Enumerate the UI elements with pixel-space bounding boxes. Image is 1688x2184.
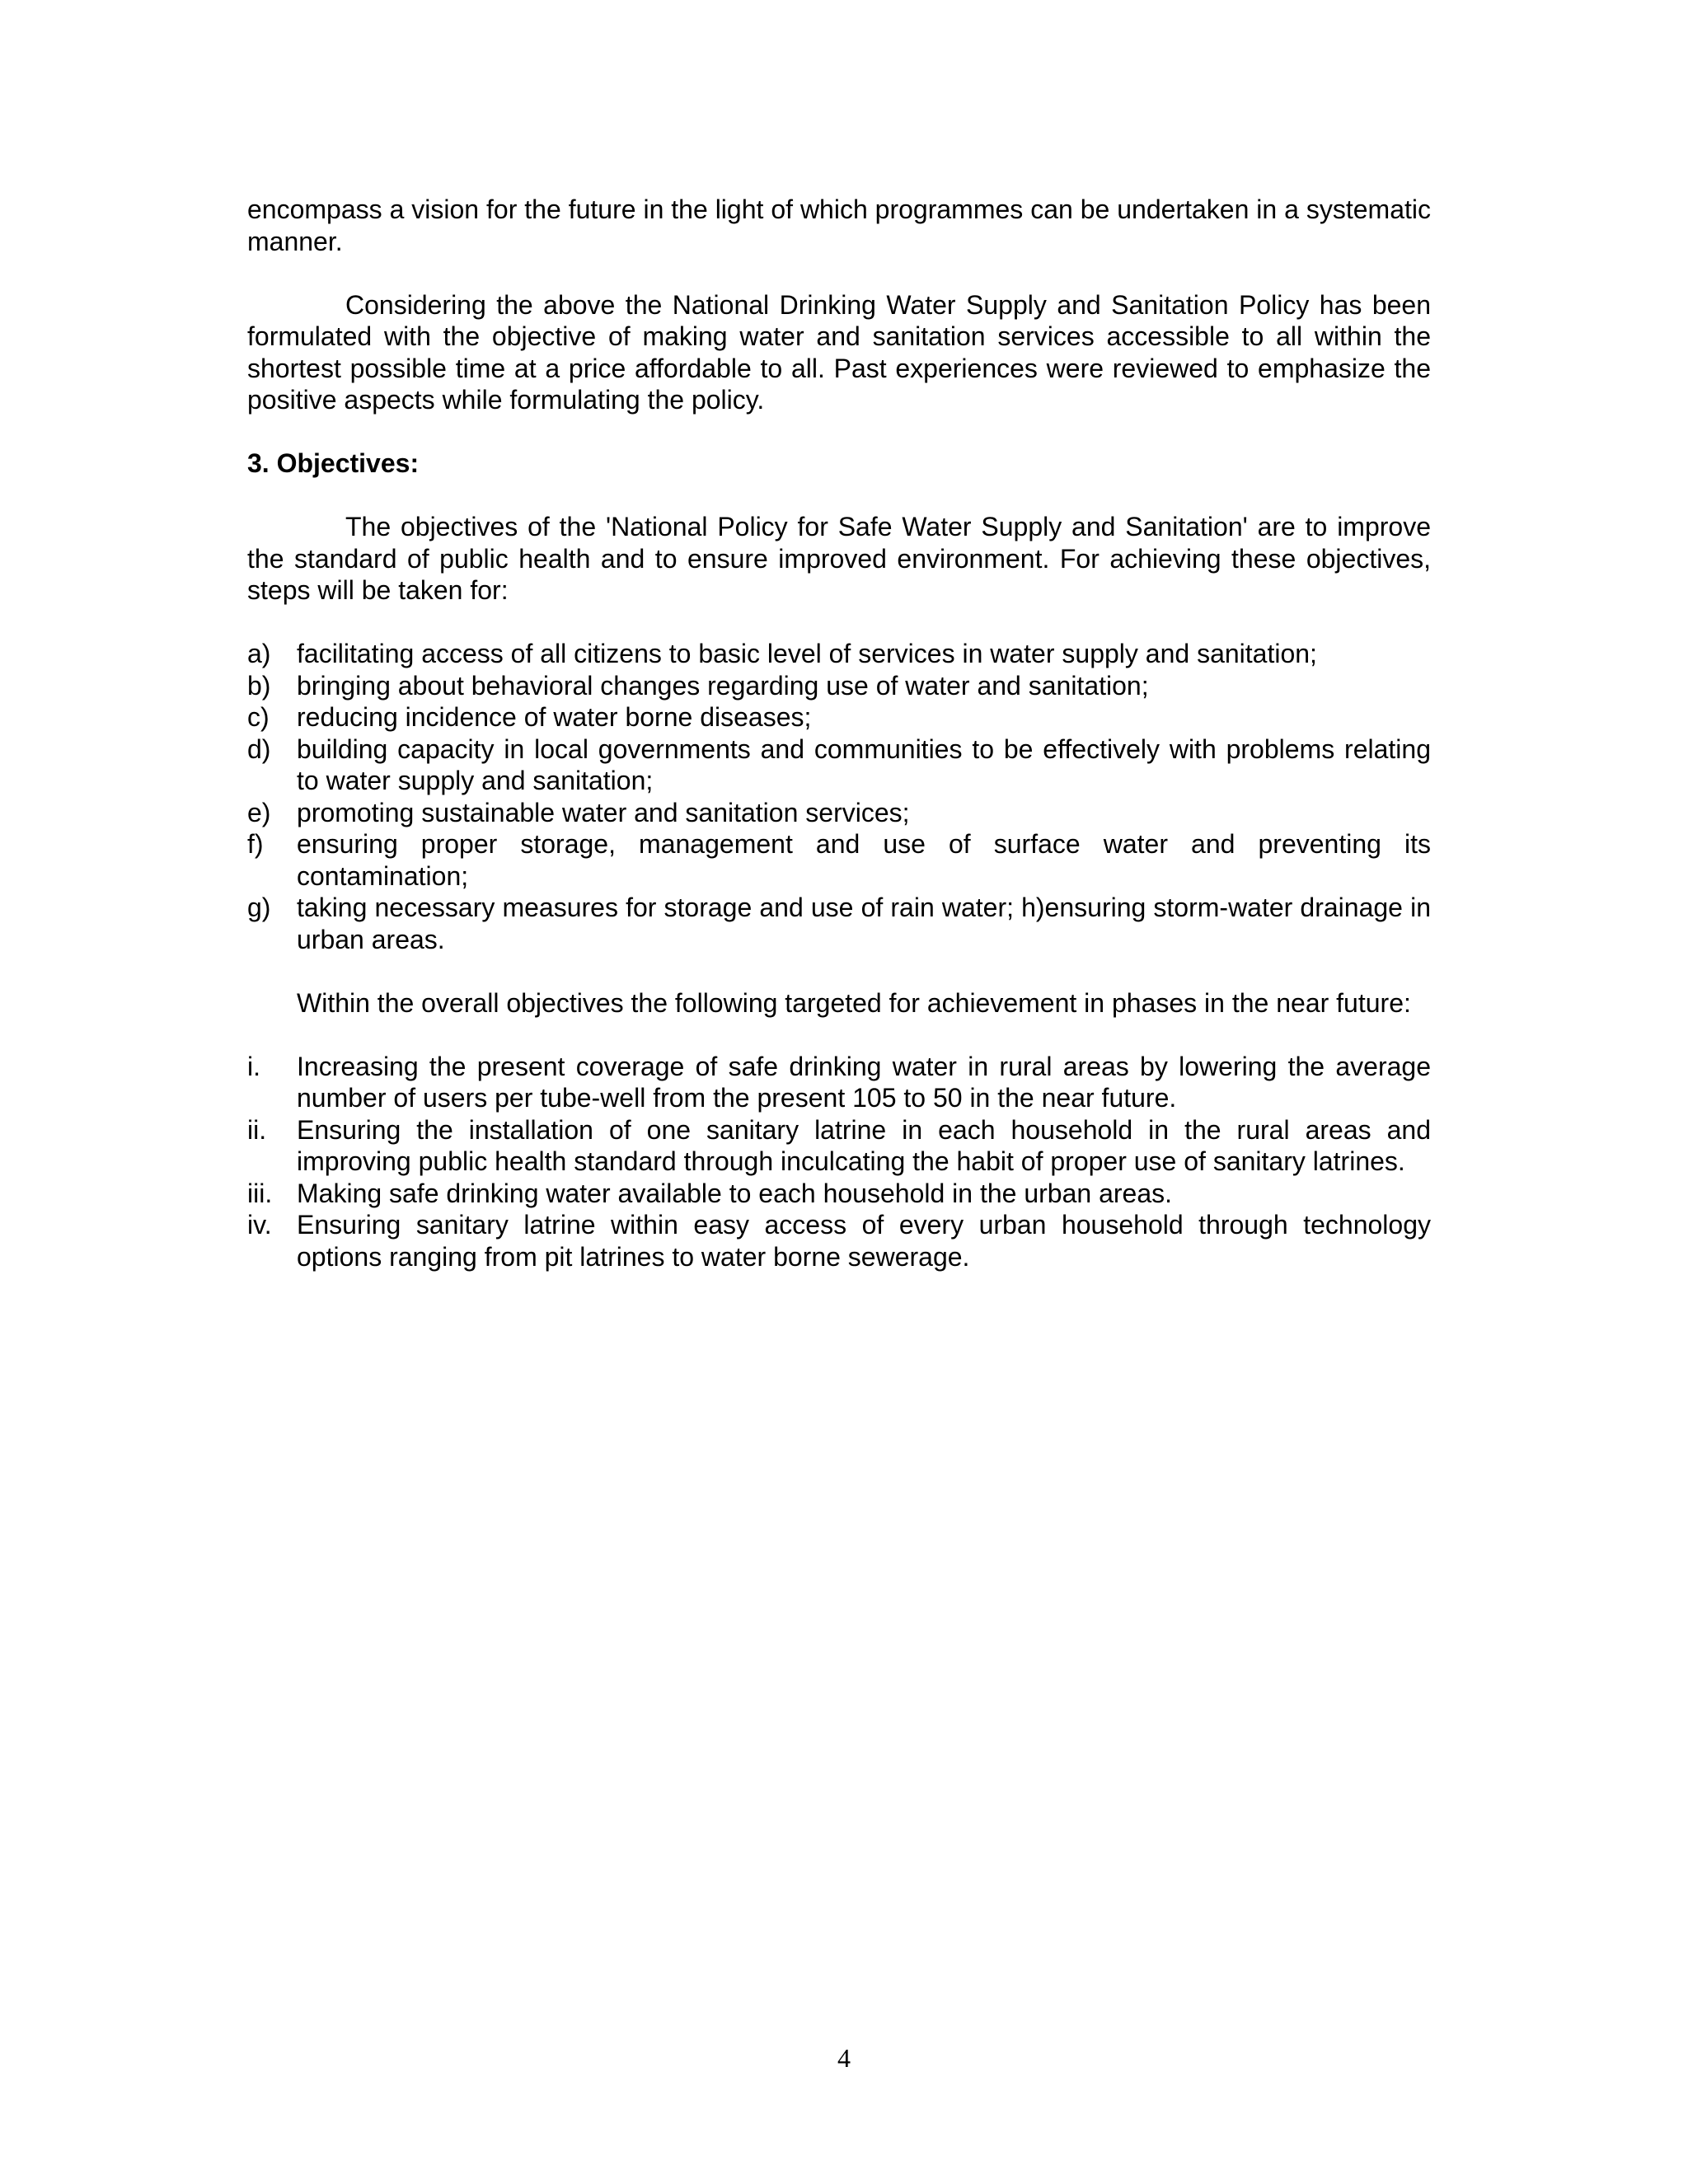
- document-page: [247, 194, 1431, 1272]
- list-marker: iii.: [247, 1178, 273, 1208]
- list-item: [247, 670, 1431, 702]
- list-item: [247, 828, 1431, 892]
- paragraph-spacer: [247, 607, 1431, 639]
- list-marker: iv.: [247, 1210, 272, 1240]
- list-marker: e): [247, 797, 271, 827]
- page-number: 4: [837, 2043, 851, 2073]
- list-marker: d): [247, 733, 271, 764]
- list-marker: i.: [247, 1051, 260, 1081]
- paragraph-vision: encompass a vision for the future in the light of which programmes can be undertaken in a systematic manner.: [247, 194, 1431, 256]
- list-item: [247, 1051, 1431, 1114]
- list-item-text: bringing about behavioral changes regarding use of water and sanitation;: [297, 670, 1149, 701]
- list-item-text: taking necessary measures for storage and use of rain water; h)ensuring storm-water drainage in urban areas.: [297, 893, 1431, 954]
- list-item-text: Ensuring sanitary latrine within easy access of every urban household through technology options ranging from pit latrines to water borne sewerage.: [297, 1210, 1431, 1272]
- list-item: [247, 1114, 1431, 1178]
- list-item-text: reducing incidence of water borne diseases;: [297, 702, 812, 732]
- list-item-text: facilitating access of all citizens to basic level of services in water supply and sanitation;: [297, 639, 1317, 668]
- paragraph-spacer: [247, 257, 1431, 289]
- list-item: [247, 797, 1431, 829]
- paragraph-targets-intro: Within the overall objectives the following targeted for achievement in phases in the near future:: [297, 987, 1411, 1018]
- paragraph-objectives-intro: The objectives of the 'National Policy for Safe Water Supply and Sanitation' are to improve the standard of public health and to ensure improved environment. For achieving these objectives, steps will be taken for:: [247, 512, 1431, 605]
- paragraph-spacer: [247, 955, 1431, 987]
- list-item-text: Ensuring the installation of one sanitary latrine in each household in the rural areas and improving public health standard through inculcating the habit of proper use of sanitary latrines.: [297, 1114, 1431, 1176]
- list-item: [247, 1178, 1431, 1210]
- list-item-text: ensuring proper storage, management and use of surface water and preventing its contamination;: [297, 829, 1431, 891]
- list-item-text: building capacity in local governments and communities to be effectively with problems relating to water supply and sanitation;: [297, 733, 1431, 795]
- list-marker: ii.: [247, 1114, 267, 1145]
- objective-steps-list: [247, 638, 1431, 955]
- targets-list: [247, 1051, 1431, 1273]
- list-marker: g): [247, 893, 271, 922]
- list-item: [247, 1209, 1431, 1272]
- list-marker: f): [247, 829, 264, 859]
- list-marker: c): [247, 702, 270, 732]
- list-item: [247, 733, 1431, 797]
- paragraph-policy-formulation: Considering the above the National Drinking Water Supply and Sanitation Policy has been formulated with the objective of making water and sanitation services accessible to all within the shortest possible time at a price affordable to all. Past experiences were reviewed to emphasize the positive aspects while formulating the policy.: [247, 289, 1431, 415]
- list-item-text: promoting sustainable water and sanitation services;: [297, 797, 910, 827]
- list-item: [247, 701, 1431, 733]
- paragraph-spacer: [247, 480, 1431, 512]
- paragraph-spacer: [247, 416, 1431, 448]
- paragraph-spacer: [247, 1019, 1431, 1051]
- list-marker: b): [247, 670, 271, 701]
- list-item-text: Increasing the present coverage of safe drinking water in rural areas by lowering the average number of users per tube-well from the present 105 to 50 in the near future.: [297, 1051, 1431, 1113]
- list-item: [247, 638, 1431, 670]
- list-marker: a): [247, 639, 271, 668]
- section-heading-objectives: 3. Objectives:: [247, 448, 420, 478]
- list-item: [247, 892, 1431, 955]
- list-item-text: Making safe drinking water available to each household in the urban areas.: [297, 1178, 1172, 1208]
